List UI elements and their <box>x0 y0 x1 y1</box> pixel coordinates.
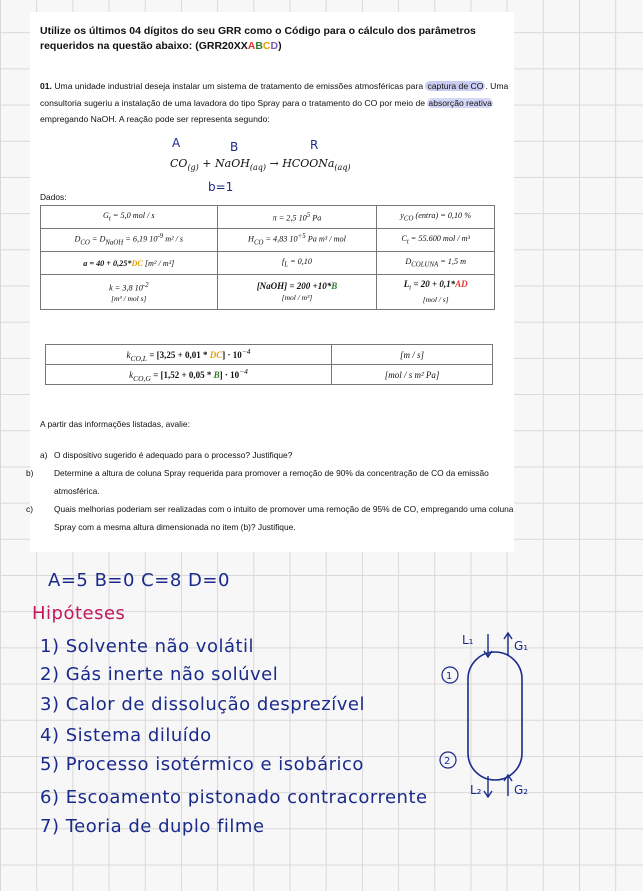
dnaoh-sub: NaOH <box>105 239 124 247</box>
kcog-exp: −4 <box>239 366 248 376</box>
cell-pi <box>217 206 377 229</box>
pi-val: π = 2,5 10 <box>272 213 307 223</box>
eq-co: CO <box>170 157 188 170</box>
dco-exp: -9 <box>157 233 164 241</box>
cell-dco <box>41 229 218 252</box>
header-title-text: Utilize os últimos 04 dígitos do seu GRR como o Código para o cálculo dos parâmetros requeridos na questão abaixo: (GRR20XX <box>40 25 476 52</box>
ct-val: = 55.600 mol / m³ <box>408 234 470 244</box>
fl-sub: L <box>284 261 289 269</box>
cell-kcog <box>46 365 332 385</box>
question-a-text: O dispositivo sugerido é adequado para o processo? Justifique? <box>54 450 293 460</box>
hco-exp: +5 <box>297 233 306 241</box>
kcog-sym: k <box>129 369 134 380</box>
annotation-b: B <box>230 140 239 154</box>
cell-lt <box>377 275 495 310</box>
yco-sub: CO <box>403 215 414 223</box>
kcog-code: B <box>213 369 220 380</box>
ct-sym: C <box>401 234 407 244</box>
lt-sym: L <box>403 279 410 290</box>
a-dc: DC <box>131 258 143 268</box>
dco-sub: CO <box>80 239 90 247</box>
highlight-absorcao-reativa: absorção reativa <box>428 97 492 108</box>
question-a-label: a) <box>40 450 48 460</box>
kcog-tail: ] · 10 <box>219 369 240 380</box>
reaction-equation <box>170 157 351 172</box>
hco-sub: CO <box>253 239 264 247</box>
exercise-sheet <box>26 12 514 552</box>
naoh-eq: [NaOH] = 200 +10* <box>256 281 332 291</box>
header-close-paren: ) <box>278 40 282 52</box>
question-b-text: Determine a altura de coluna Spray requerida para promover a remoção de 90% da concentração de CO da emissão atmosférica. <box>54 468 489 496</box>
question-1-paragraph <box>40 78 510 128</box>
kcol-exp: −4 <box>241 346 251 356</box>
cell-k <box>41 275 218 310</box>
kcog-eq: = [1,52 + 0,05 * <box>150 369 214 380</box>
note-item-4: 4) Sistema diluído <box>40 725 212 746</box>
annotation-b-equals-1: b=1 <box>208 180 234 194</box>
dco-eq: = D <box>89 235 106 245</box>
dco-val: = 6,19 10 <box>123 235 158 245</box>
code-letter-a: A <box>247 40 256 52</box>
cell-kcol <box>46 345 332 365</box>
annotation-r: R <box>310 138 319 152</box>
note-item-3: 3) Calor de dissolução desprezível <box>40 694 365 715</box>
note-item-6: 6) Escoamento pistonado contracorrente <box>40 787 428 808</box>
cell-dcoluna <box>377 252 495 275</box>
note-item-1: 1) Solvente não volátil <box>40 636 255 657</box>
header-title <box>40 24 510 54</box>
kcog-sub: CO,G <box>133 373 151 383</box>
g1-label: G₁ <box>514 639 529 653</box>
point-2-label: 2 <box>444 756 451 767</box>
dcol-val: = 1,5 m <box>438 257 467 267</box>
q1-text-1: Uma unidade industrial deseja instalar um sistema de tratamento de emissões atmosféricas para <box>51 81 426 91</box>
naoh-unit: [mol / m³] <box>281 293 313 302</box>
data-table <box>40 205 495 310</box>
note-values: A=5 B=0 C=8 D=0 <box>48 570 230 591</box>
kcol-code: DC <box>209 349 223 360</box>
kcol-sym: k <box>126 349 131 360</box>
eq-hcoona-sub: (aq) <box>334 163 351 173</box>
hco-val: = 4,83 10 <box>263 235 298 245</box>
yco-val: (entra) = 0,10 % <box>413 211 472 221</box>
pi-unit: Pa <box>310 213 322 223</box>
lt-sub: t <box>409 284 412 292</box>
hco-sym: H <box>248 235 254 245</box>
q1-text-2: . Uma consultoria sugeriu a instalação de uma lavadora do tipo Spray para o tratamento do CO por meio de <box>40 81 509 108</box>
fl-val: = 0,10 <box>288 257 312 267</box>
note-item-5: 5) Processo isotérmico e isobárico <box>40 754 364 775</box>
naoh-b: B <box>331 281 338 291</box>
dco-unit: m² / s <box>163 235 184 245</box>
a-eq: a = 40 + 0,25* <box>83 258 132 268</box>
lt-unit: [mol / s] <box>422 294 449 304</box>
l1-label: L₁ <box>462 633 474 647</box>
gt-val: = 5,0 mol / s <box>110 211 155 221</box>
eq-naoh-sub: (aq) <box>249 163 266 173</box>
cell-yco <box>377 206 495 229</box>
cell-naoh <box>217 275 377 310</box>
dados-label: Dados: <box>40 192 67 202</box>
question-c-label: c) <box>26 504 33 514</box>
eq-plus: + <box>198 157 216 170</box>
kcol-eq: = [3,25 + 0,01 * <box>146 349 210 360</box>
note-item-7: 7) Teoria de duplo filme <box>40 816 265 837</box>
cell-a <box>41 252 218 275</box>
question-c-text: Quais melhorias poderiam ser realizadas com o intuito de promover uma remoção de 95% de CO, empregando uma coluna Spray com a mesma altura dimensionada no item (b)? Justifique. <box>54 504 514 532</box>
cell-hco <box>217 229 377 252</box>
spray-column-diagram <box>430 630 550 800</box>
k-unit: [m³ / mol s] <box>111 294 147 304</box>
cell-fl <box>217 252 377 275</box>
cell-kcog-unit: [mol / s m² Pa] <box>332 365 493 385</box>
highlight-captura-co: captura de CO <box>427 81 484 91</box>
point-1-label: 1 <box>446 671 453 682</box>
code-letter-d: D <box>270 40 279 52</box>
a-unit: [m² / m³] <box>142 258 175 268</box>
l2-label: L₂ <box>470 783 482 797</box>
kcol-sub: CO,L <box>130 353 147 363</box>
lt-ad: AD <box>455 279 468 290</box>
cell-ct <box>377 229 495 252</box>
kcol-tail: ] · 10 <box>222 349 242 360</box>
note-item-2: 2) Gás inerte não solúvel <box>40 664 279 685</box>
question-number: 01. <box>40 81 52 91</box>
eq-hcoona: HCOONa <box>282 157 335 170</box>
avalie-text: A partir das informações listadas, avalie: <box>40 419 190 429</box>
k-exp: -2 <box>142 281 149 289</box>
cell-gt <box>41 206 218 229</box>
dcol-sym: D <box>405 257 412 267</box>
dcol-sub: COLUNA <box>411 261 439 269</box>
lt-eq: = 20 + 0,1* <box>411 279 456 290</box>
question-b <box>26 464 524 500</box>
code-letter-c: C <box>262 40 271 52</box>
gt-sub: t <box>108 215 111 223</box>
mass-transfer-table <box>45 344 493 385</box>
ct-sub: t <box>406 238 409 246</box>
fl-sym: f <box>281 257 285 267</box>
question-a <box>40 446 510 464</box>
eq-naoh: NaOH <box>215 157 250 170</box>
question-b-label: b) <box>26 468 34 478</box>
gt-sym: G <box>103 211 109 221</box>
q1-text-3: empregando NaOH. A reação pode ser representa segundo: <box>40 114 270 124</box>
cell-kcol-unit: [m / s] <box>332 345 493 365</box>
g2-label: G₂ <box>514 783 529 797</box>
note-title: Hipóteses <box>32 603 126 624</box>
eq-co-sub: (g) <box>187 163 199 173</box>
yco-sym: y <box>400 211 404 221</box>
question-c <box>26 500 524 536</box>
eq-arrow: → <box>265 157 283 170</box>
column-outline <box>468 652 522 780</box>
pi-exp: 5 <box>306 211 311 219</box>
code-letter-b: B <box>255 40 263 52</box>
hco-unit: Pa m³ / mol <box>305 235 346 245</box>
annotation-a: A <box>172 136 181 150</box>
k-val: k = 3,8 10 <box>109 283 143 293</box>
dco-sym: D <box>74 235 81 245</box>
